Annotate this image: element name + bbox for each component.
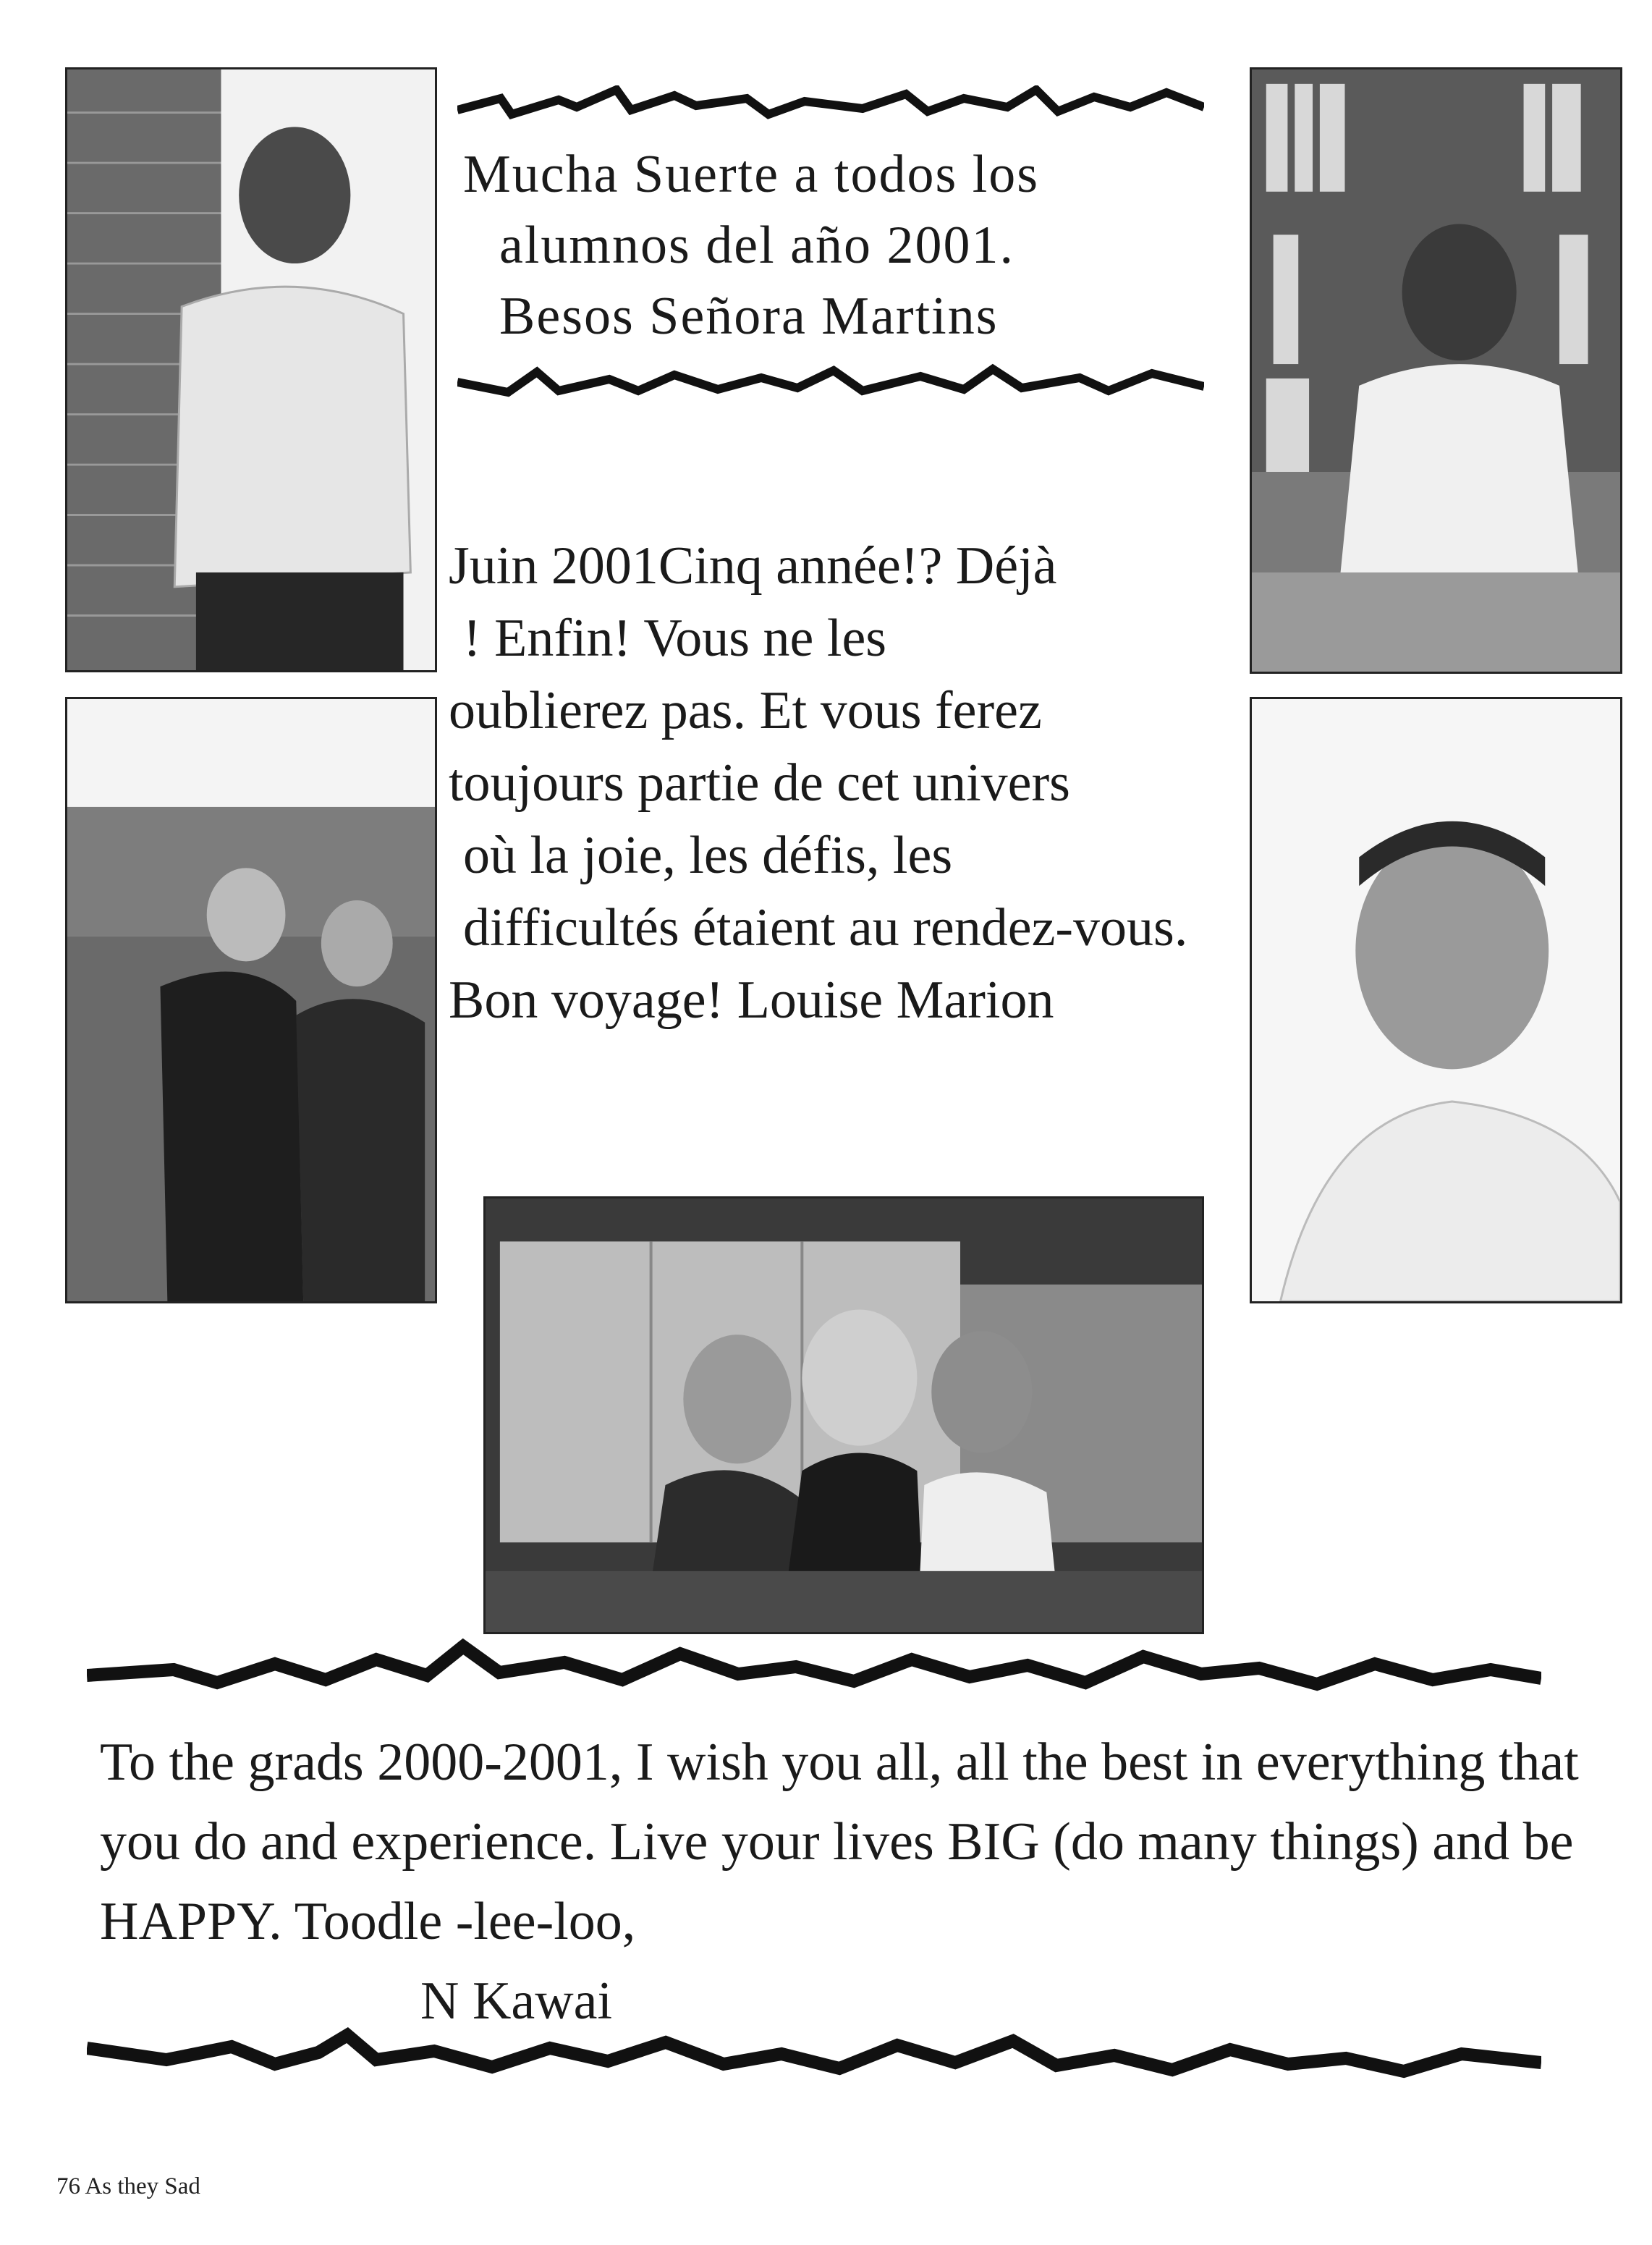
photo-man-portrait-image [1252, 699, 1620, 1301]
photo-two-students-outdoors-image [67, 699, 435, 1301]
section-title: As they Sad [85, 2173, 200, 2199]
zigzag-divider-lower [87, 1638, 1541, 1696]
message-english [100, 1722, 1579, 2041]
message-french-line: Juin 2001Cinq année!? Déjà [449, 536, 1057, 596]
message-french [449, 530, 1187, 1036]
message-french-line: Bon voyage! Louise Marion [449, 971, 1054, 1030]
message-spanish-line: alumnos del año 2001. [499, 216, 1015, 275]
photo-librarian [1250, 67, 1622, 674]
message-english-line: To the grads 2000-2001, I wish you all, all the best in everything that [100, 1733, 1579, 1792]
photo-teacher-brick-wall [65, 67, 437, 672]
message-spanish-line: Besos Señora Martins [499, 287, 999, 346]
photo-kitchen-staff [483, 1196, 1204, 1634]
message-french-line: difficultés étaient au rendez-vous. [463, 898, 1188, 957]
photo-kitchen-staff-image [486, 1198, 1202, 1632]
message-english-line: you do and experience. Live your lives BIG (do many things) and be [100, 1812, 1574, 1872]
message-french-line: où la joie, les défis, les [463, 826, 953, 885]
photo-librarian-image [1252, 69, 1620, 672]
message-spanish [463, 139, 1039, 352]
photo-two-students-outdoors [65, 697, 437, 1303]
message-english-signature: N Kawai [420, 1971, 613, 2031]
photo-man-portrait [1250, 697, 1622, 1303]
message-french-line: oublierez pas. Et vous ferez [449, 681, 1042, 740]
message-spanish-line: Mucha Suerte a todos los [463, 145, 1040, 204]
zigzag-divider-top [457, 85, 1204, 122]
zigzag-divider-upper [457, 363, 1204, 399]
photo-teacher-brick-wall-image [67, 69, 435, 670]
message-french-line: toujours partie de cet univers [449, 753, 1070, 813]
message-english-line: HAPPY. Toodle -lee-loo, [100, 1892, 636, 1951]
message-french-line: ! Enfin! Vous ne les [463, 609, 887, 668]
page-footer [56, 2173, 200, 2200]
page-number: 76 [56, 2173, 80, 2199]
